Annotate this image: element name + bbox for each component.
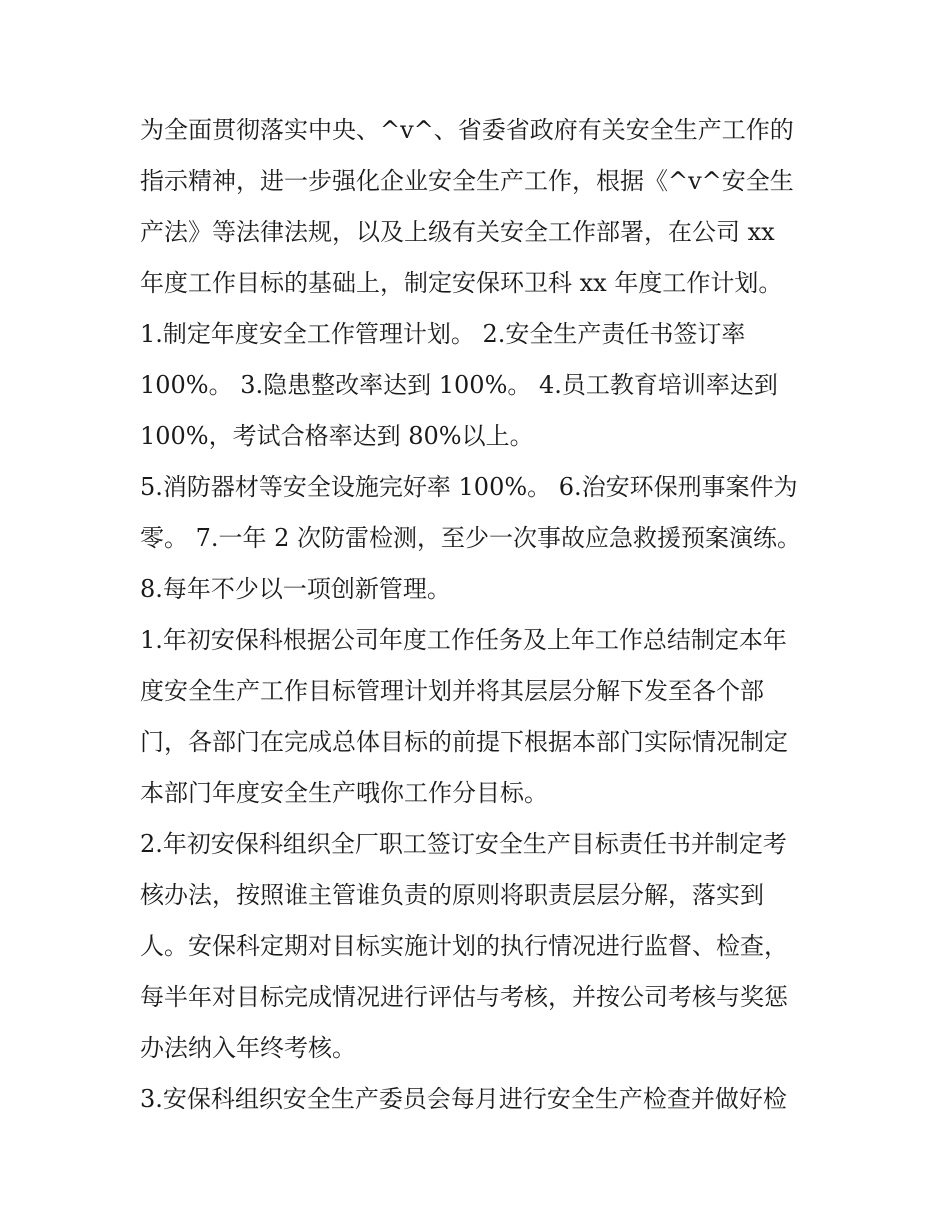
text-line: 办法纳入年终考核。 [140, 1034, 356, 1062]
text-line: 3.安保科组织安全生产委员会每月进行安全生产检查并做好检 [140, 1085, 787, 1113]
text-line: 8.每年不少以一项创新管理。 [140, 575, 451, 603]
text-line: 1.制定年度安全工作管理计划。 2.安全生产责任书签订率 [140, 320, 746, 348]
text-line: 1.年初安保科根据公司年度工作任务及上年工作总结制定本年 [140, 626, 787, 654]
text-line: 每半年对目标完成情况进行评估与考核，并按公司考核与奖惩 [140, 983, 788, 1011]
text-line: 本部门年度安全生产哦你工作分目标。 [140, 779, 548, 807]
text-line: 度安全生产工作目标管理计划并将其层层分解下发至各个部 [140, 677, 764, 705]
text-line: 人。安保科定期对目标实施计划的执行情况进行监督、检查， [140, 932, 788, 960]
text-line: 核办法，按照谁主管谁负责的原则将职责层层分解，落实到 [140, 881, 764, 909]
text-line: 为全面贯彻落实中央、^v^、省委省政府有关安全生产工作的 [140, 116, 794, 144]
text-line: 2.年初安保科组织全厂职工签订安全生产目标责任书并制定考 [140, 830, 787, 858]
text-line: 产法》等法律法规，以及上级有关安全工作部署，在公司 xx [140, 218, 775, 246]
text-line: 指示精神，进一步强化企业安全生产工作，根据《^v^安全生 [140, 167, 794, 195]
text-line: 门，各部门在完成总体目标的前提下根据本部门实际情况制定 [140, 728, 788, 756]
text-line: 100%，考试合格率达到 80%以上。 [140, 422, 534, 450]
text-line: 5.消防器材等安全设施完好率 100%。 6.治安环保刑事案件为 [140, 473, 798, 501]
text-line: 100%。 3.隐患整改率达到 100%。 4.员工教育培训率达到 [140, 371, 778, 399]
document-body [140, 105, 820, 1125]
text-line: 年度工作目标的基础上，制定安保环卫科 xx 年度工作计划。 [140, 269, 783, 297]
text-line: 零。 7.一年 2 次防雷检测，至少一次事故应急救援预案演练。 [140, 524, 802, 552]
